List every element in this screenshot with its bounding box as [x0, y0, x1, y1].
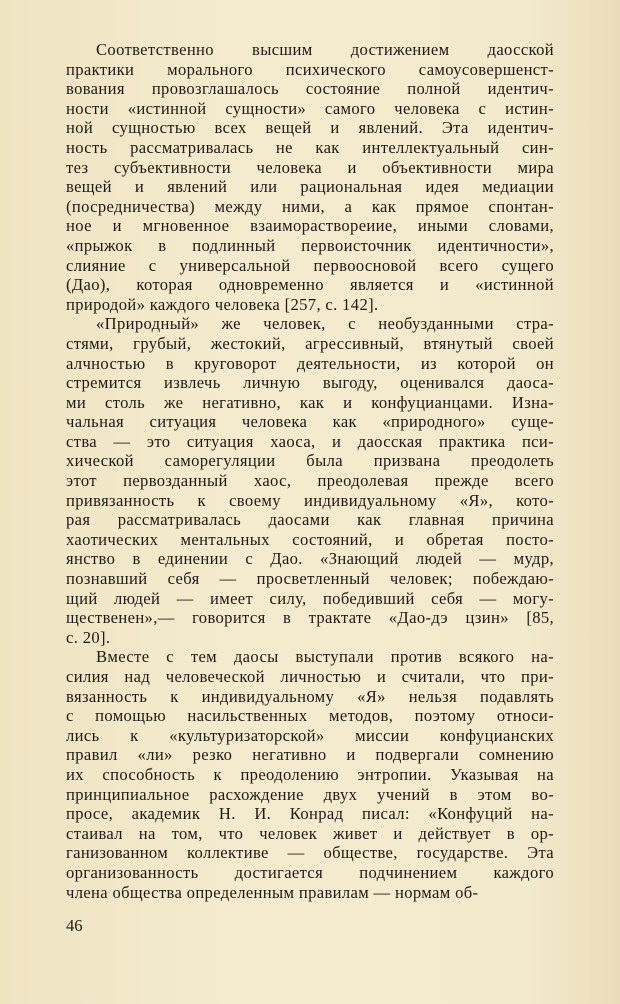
text-line: янство в единении с Дао. «Знающий людей — мудр,	[66, 549, 554, 569]
text-line: стремится извлечь личную выгоду, оценивался даоса-	[66, 373, 554, 393]
text-line: вязанность к индивидуальному «Я» нельзя подавлять	[66, 686, 554, 706]
text-line: силия над человеческой личностью и считали, что при-	[66, 667, 554, 686]
paragraph	[66, 647, 554, 902]
text-line: ность рассматривалась не как интеллектуальный син-	[66, 137, 554, 157]
text-line: Вместе с тем даосы выступали против всякого на-	[96, 647, 554, 667]
text-line: «Природный» же человек, с необузданными стра-	[96, 314, 554, 334]
text-line: ства — это ситуация хаоса, и даосская практика пси-	[66, 431, 554, 451]
text-line: «прыжок в подлинный первоисточник идентичности»,	[66, 235, 554, 255]
text-line: просе, академик Н. И. Конрад писал: «Конфуций на-	[66, 804, 554, 824]
text-line: лись к «культуризаторской» миссии конфуцианских	[66, 725, 554, 745]
text-line: (посредничества) между ними, а как прямое спонтан-	[66, 196, 554, 216]
text-line: стаивал на том, что человек живет и действует в ор-	[66, 823, 554, 843]
text-line: с помощью насильственных методов, поэтому относи-	[66, 706, 554, 726]
page-number: 46	[66, 916, 83, 935]
text-line: познавший себя — просветленный человек; побеждаю-	[66, 569, 554, 589]
text-line: тез субъективности человека и объективности мира	[66, 157, 554, 177]
text-line: вования провозглашалось состояние полной идентич-	[66, 79, 554, 99]
text-line: алчностью в круговорот деятельности, из которой он	[66, 353, 554, 373]
text-line: ности «истинной сущности» самого человека с истин-	[66, 98, 554, 118]
paragraph	[66, 314, 554, 647]
text-line: члена общества определенным правилам — нормам об-	[66, 882, 479, 902]
text-line: организованность достигается подчинением каждого	[66, 862, 554, 882]
body-text	[66, 40, 554, 902]
text-line: ганизованном коллективе — обществе, государстве. Эта	[66, 843, 554, 863]
text-line: ной сущностью всех вещей и явлений. Эта идентич-	[66, 118, 554, 138]
text-line: слияние с универсальной первоосновой всего сущего	[66, 255, 554, 275]
text-line: практики морального психического самоусовершенст-	[66, 59, 554, 79]
text-line: щий людей — имеет силу, победивший себя — могу-	[66, 588, 554, 608]
text-line: чальная ситуация человека как «природного» суще-	[66, 412, 554, 432]
text-line: щественен»,— говорится в трактате «Дао-дэ цзин» [85,	[66, 608, 554, 628]
text-line: привязанность к своему индивидуальному «Я», кото-	[66, 490, 554, 510]
text-line: их способность к преодолению энтропии. Указывая на	[66, 764, 554, 784]
text-line: с. 20].	[66, 627, 111, 647]
text-line: этот первозданный хаос, преодолевая прежде всего	[66, 471, 554, 491]
text-line: рая рассматривалась даосами как главная причина	[66, 510, 554, 530]
paragraph	[66, 40, 554, 314]
text-line: ми столь же негативно, как и конфуцианцами. Изна-	[66, 392, 554, 412]
text-line: Соответственно высшим достижением даосской	[96, 40, 554, 59]
text-line: (Дао), которая одновременно является и «истинной	[66, 275, 554, 295]
text-line: природой» каждого человека [257, с. 142].	[66, 294, 379, 314]
text-line: вещей и явлений или рациональная идея медиации	[66, 177, 554, 197]
text-line: хической саморегуляции была призвана преодолеть	[66, 451, 554, 471]
text-line: хаотических ментальных состояний, и обретая посто-	[66, 529, 554, 549]
text-line: принципиальное расхождение двух учений в этом во-	[66, 784, 554, 804]
text-line: стями, грубый, жестокий, агрессивный, втянутый своей	[66, 333, 554, 353]
text-line: ное и мгновенное взаимораствореиие, иными словами,	[66, 216, 554, 236]
text-line: правил «ли» резко негативно и подвергали сомнению	[66, 745, 554, 765]
